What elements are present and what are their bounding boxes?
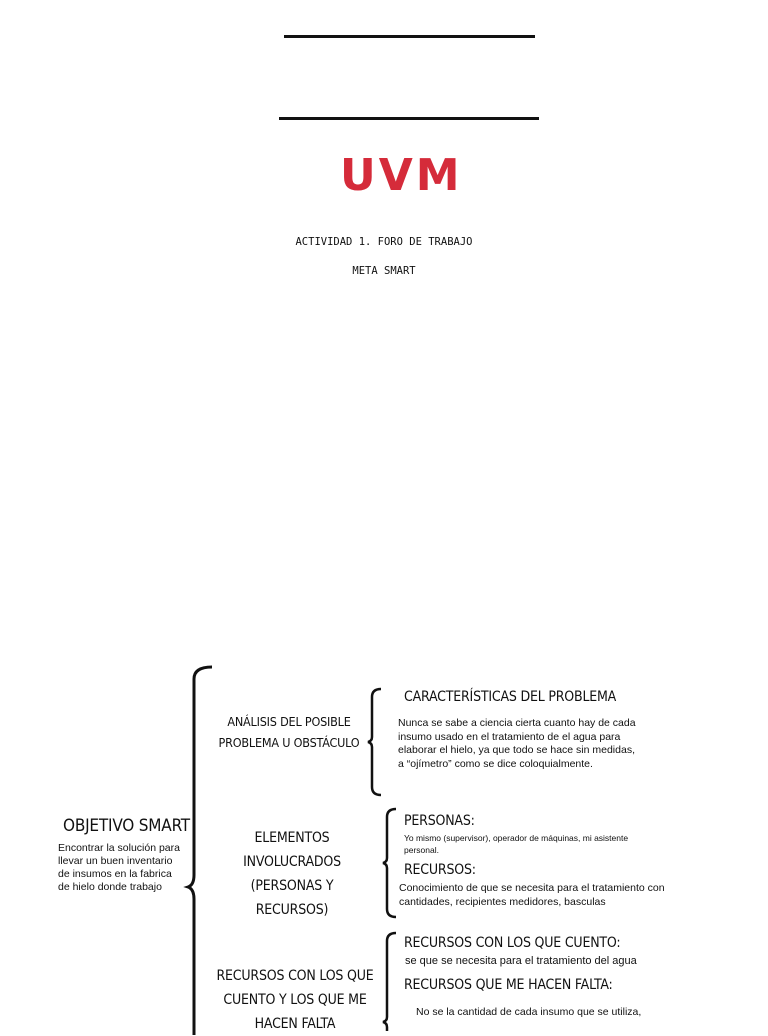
top-rule-1 (284, 35, 535, 38)
uvm-logo: UVM (340, 150, 463, 201)
label-line: HACEN FALTA (254, 1016, 336, 1032)
objective-line: llevar un buen inventario (58, 855, 173, 867)
objective-line: de hielo donde trabajo (58, 881, 162, 893)
page-subtitle: META SMART (352, 265, 416, 277)
text-resources-missing (416, 1006, 641, 1020)
brace-elements (381, 807, 399, 919)
section-label-resources (214, 964, 376, 1036)
heading-resources-have: RECURSOS CON LOS QUE CUENTO: (404, 935, 621, 951)
heading-resources-missing: RECURSOS QUE ME HACEN FALTA: (404, 977, 613, 993)
text-line: elaborar el hielo, ya que todo se hace sin medidas, (398, 744, 635, 756)
text-line: Conocimiento de que se necesita para el tratamiento con (399, 882, 665, 894)
objective-title: OBJETIVO SMART (63, 816, 190, 836)
text-problem-features (398, 717, 636, 771)
activity-title: ACTIVIDAD 1. FORO DE TRABAJO (295, 236, 473, 248)
label-line: (PERSONAS Y RECURSOS) (250, 878, 334, 918)
text-resources (399, 882, 665, 909)
text-line: a “ojímetro” como se dice coloquialmente. (398, 757, 593, 770)
text-line: personal. (404, 844, 439, 855)
label-line: RECURSOS CON LOS QUE (216, 968, 374, 984)
section-label-elements (214, 826, 370, 922)
text-line: Yo mismo (supervisor), operador de máquinas, mi asistente (404, 833, 629, 843)
label-line: INVOLUCRADOS (243, 854, 341, 870)
label-line: PROBLEMA U OBSTÁCULO (218, 735, 360, 750)
heading-problem-features: CARACTERÍSTICAS DEL PROBLEMA (404, 689, 617, 705)
brace-analysis (366, 687, 384, 797)
heading-resources: RECURSOS: (404, 862, 476, 878)
text-line: insumo usado en el tratamiento de el agua para (398, 730, 621, 743)
objective-line: Encontrar la solución para (58, 842, 180, 854)
top-rule-2 (279, 117, 539, 120)
text-line: No se la cantidad de cada insumo que se utiliza, (416, 1006, 642, 1018)
label-line: ANÁLISIS DEL POSIBLE (227, 714, 351, 729)
text-line: se que se necesita para el tratamiento del agua (405, 955, 637, 967)
objective-text (58, 842, 180, 894)
main-brace (186, 665, 216, 1035)
text-resources-have (405, 954, 637, 968)
text-people (404, 833, 628, 856)
text-line: Nunca se sabe a ciencia cierta cuanto hay de cada (398, 717, 636, 729)
label-line: ELEMENTOS (254, 830, 330, 846)
objective-line: de insumos en la fabrica (58, 868, 172, 880)
brace-resources (381, 931, 399, 1031)
heading-people: PERSONAS: (404, 813, 475, 829)
text-line: cantidades, recipientes medidores, basculas (399, 895, 606, 908)
section-label-analysis (214, 711, 364, 753)
label-line: CUENTO Y LOS QUE ME (223, 992, 367, 1008)
